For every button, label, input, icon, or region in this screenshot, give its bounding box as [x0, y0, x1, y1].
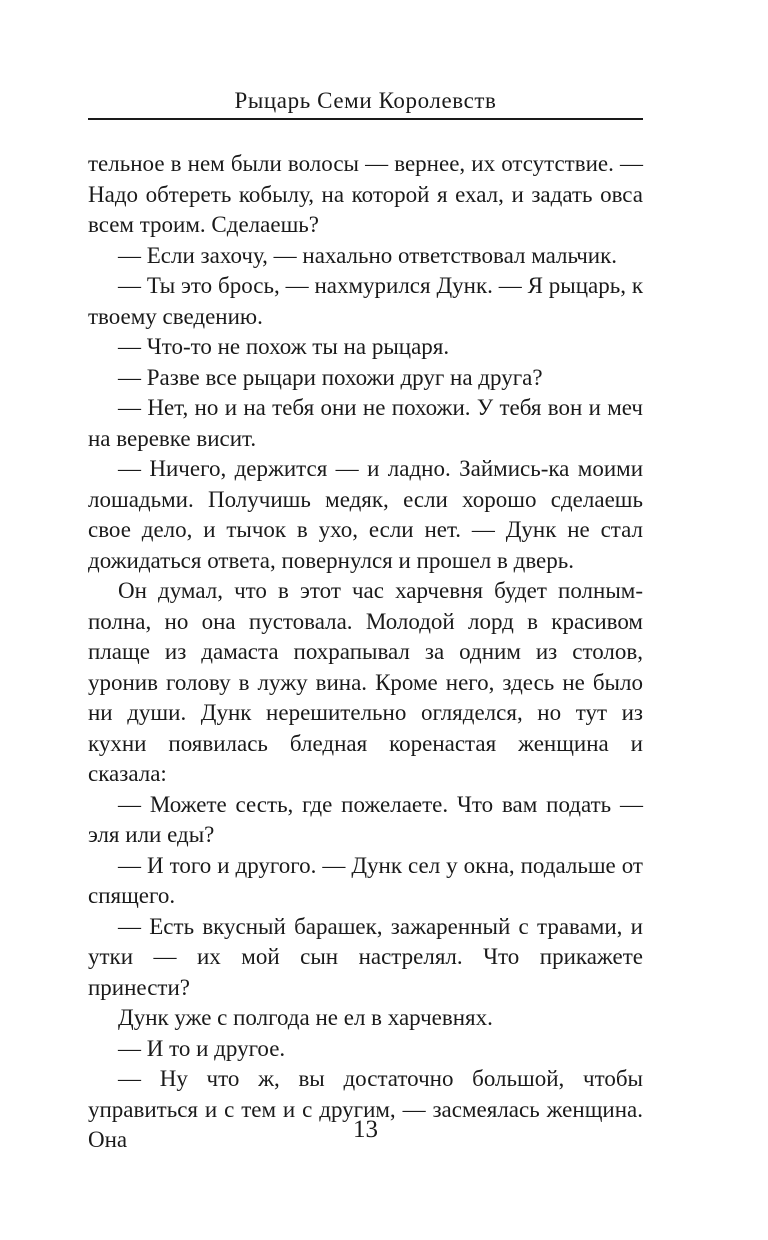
body-text: [88, 149, 643, 1156]
paragraph: — Ничего, держится — и ладно. Займись-ка моими лошадьми. Получишь медяк, если хорошо сделаешь свое дело, и тычок в ухо, если нет. — Дунк не стал дожидаться ответа, повернулся и прошел в дверь.: [88, 456, 643, 573]
paragraph: — Ну что ж, вы достаточно большой, чтобы управиться и с тем и с другим, — засмеялась женщина. Она: [88, 1066, 643, 1152]
paragraph: — И то и другое.: [118, 1035, 286, 1061]
paragraph: — Если захочу, — нахально ответствовал мальчик.: [118, 242, 618, 268]
paragraph: — Что-то не похож ты на рыцаря.: [118, 334, 450, 359]
paragraph: — Есть вкусный барашек, зажаренный с травами, и утки — их мой сын настрелял. Что прикажете принести?: [88, 913, 643, 1000]
paragraph-continuation: тельное в нем были волосы — вернее, их отсутствие. — Надо обтереть кобылу, на которой я ехал, и задать овса всем троим. Сделаешь?: [88, 151, 643, 237]
paragraph: — И того и другого. — Дунк сел у окна, подальше от спящего.: [88, 852, 643, 908]
paragraph: — Ты это брось, — нахмурился Дунк. — Я рыцарь, к твоему сведению.: [88, 273, 643, 329]
paragraph: — Нет, но и на тебя они не похожи. У тебя вон и меч на веревке висит.: [88, 395, 643, 451]
header-rule: [88, 118, 643, 120]
paragraph: Дунк уже с полгода не ел в харчевнях.: [118, 1005, 493, 1030]
paragraph: — Разве все рыцари похожи друг на друга?: [118, 364, 543, 390]
paragraph: Он думал, что в этот час харчевня будет полным-полна, но она пустовала. Молодой лорд в красивом плаще из дамаста похрапывал за одним из столов, уронив голову в лужу вина. Кроме него, здесь не было ни души. Дунк нерешительно огляделся, но тут из кухни появилась бледная коренастая женщина и сказала:: [88, 578, 643, 786]
paragraph: — Можете сесть, где пожелаете. Что вам подать — эля или еды?: [88, 791, 643, 847]
page-number: 13: [353, 1116, 378, 1143]
running-title: Рыцарь Семи Королевств: [234, 88, 497, 113]
